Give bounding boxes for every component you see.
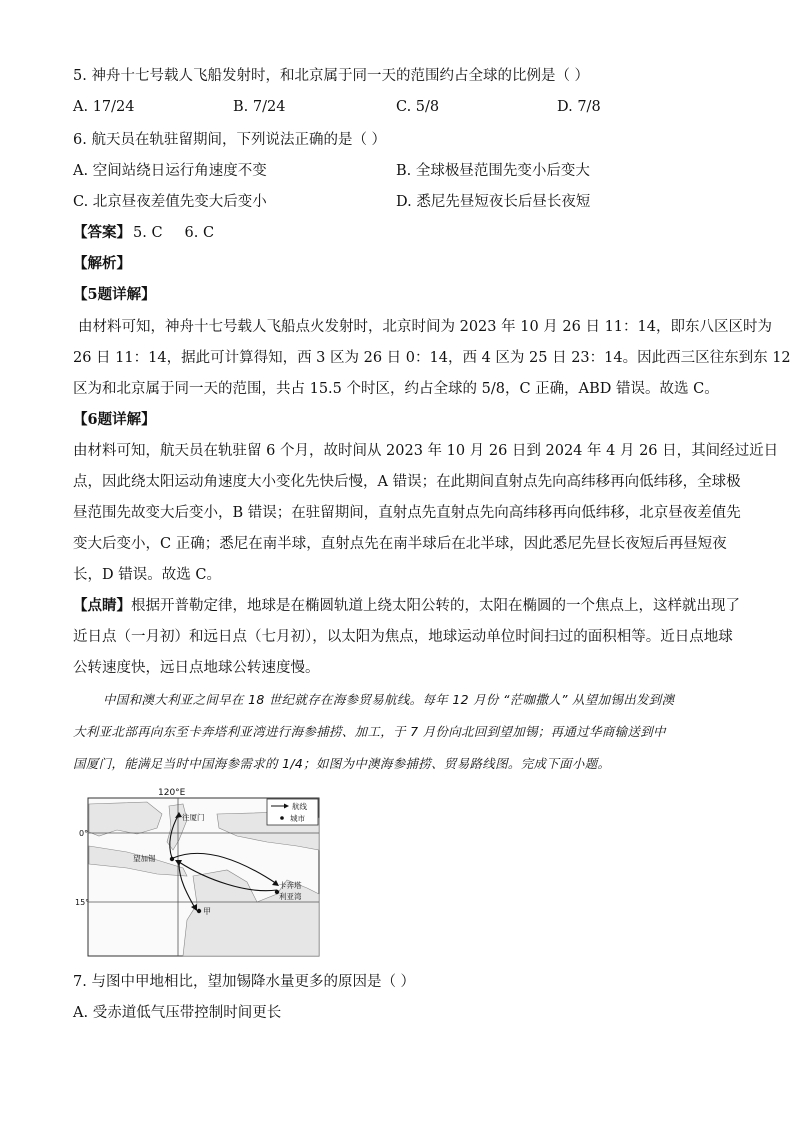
q5-option-d: D. 7/8 xyxy=(557,99,601,115)
detail5-line: 区为和北京属于同一天的范围，共占 15.5 个时区，约占全球的 5/8，C 正确，ABD 错误。故选 C。 xyxy=(73,381,719,397)
q7-option-a: A. 受赤道低气压带控制时间更长 xyxy=(73,1005,282,1021)
legend-city-dot xyxy=(280,816,284,820)
detail6-line: 昼范围先故变大后变小，B 错误；在驻留期间，直射点先直射点先向高纬移再向低纬移，北京昼夜差值先 xyxy=(73,505,741,521)
city-makassar-dot xyxy=(170,857,174,861)
label-carpentaria-1: 卡奔塔 xyxy=(279,881,302,890)
answer-label: 【答案】 xyxy=(73,224,131,241)
answer-q6: 6. C xyxy=(184,225,215,241)
tip-line: 公转速度快，远日点地球公转速度慢。 xyxy=(73,660,320,676)
detail5-line: 由材料可知，神舟十七号载人飞船点火发射时，北京时间为 2023 年 10 月 26 日 11：14，即东八区区时为 xyxy=(78,319,772,335)
q7-stem: 7. 与图中甲地相比，望加锡降水量更多的原因是（ ） xyxy=(73,974,416,990)
legend-city-label: 城市 xyxy=(290,814,305,823)
tip-line: 近日点（一月初）和远日点（七月初），以太阳为焦点，地球运动单位时间扫过的面积相等。近日点地球 xyxy=(73,629,733,645)
q6-option-b: B. 全球极昼范围先变小后变大 xyxy=(396,163,590,179)
answer-q5: 5. C xyxy=(133,225,163,241)
detail5-line: 26 日 11：14，据此可计算得知，西 3 区为 26 日 0：14，西 4 区为 25 日 23：14。因此西三区往东到东 12 xyxy=(73,350,791,366)
tip-label: 【点睛】 xyxy=(73,597,131,614)
q6-option-d: D. 悉尼先昼短夜长后昼长夜短 xyxy=(396,194,591,210)
analysis-label: 【解析】 xyxy=(73,255,131,272)
city-jia-dot xyxy=(197,909,201,913)
q5-option-c: C. 5/8 xyxy=(396,99,440,115)
label-carpentaria-2: 利亚湾 xyxy=(279,892,302,901)
q5-option-a: A. 17/24 xyxy=(73,99,135,115)
q6-option-a: A. 空间站绕日运行角速度不变 xyxy=(73,163,267,179)
label-jia: 甲 xyxy=(203,907,211,916)
detail6-label: 【6题详解】 xyxy=(73,411,156,428)
answer-row xyxy=(73,224,214,242)
q5-option-b: B. 7/24 xyxy=(233,99,286,115)
material-line: 大利亚北部再向东至卡奔塔利亚湾进行海参捕捞、加工，于 7 月份向北回到望加锡；再通过华商输送到中 xyxy=(73,724,666,739)
legend-route-label: 航线 xyxy=(292,802,307,811)
detail5-label: 【5题详解】 xyxy=(73,286,156,303)
trade-route-map xyxy=(75,784,320,957)
tip-line-1 xyxy=(73,597,740,615)
lat15-label: 15° xyxy=(75,898,90,907)
q6-option-c: C. 北京昼夜差值先变大后变小 xyxy=(73,194,267,210)
q5-stem: 5. 神舟十七号载人飞船发射时，和北京属于同一天的范围约占全球的比例是（ ） xyxy=(73,68,590,84)
detail6-line: 由材料可知，航天员在轨驻留 6 个月，故时间从 2023 年 10 月 26 日到 2024 年 4 月 26 日，其间经过近日 xyxy=(73,443,779,459)
detail6-line: 变大后变小，C 正确；悉尼在南半球，直射点先在南半球后在北半球，因此悉尼先昼长夜短后再昼短夜 xyxy=(73,536,727,552)
tip-text: 根据开普勒定律，地球是在椭圆轨道上绕太阳公转的，太阳在椭圆的一个焦点上，这样就出现了 xyxy=(131,598,740,614)
label-to-xiamen: 往厦门 xyxy=(182,813,205,822)
q6-stem: 6. 航天员在轨驻留期间，下列说法正确的是（ ） xyxy=(73,132,387,148)
detail6-line: 长，D 错误。故选 C。 xyxy=(73,567,221,583)
label-makassar: 望加锡 xyxy=(133,854,156,863)
material-line: 中国和澳大利亚之间早在 18 世纪就存在海参贸易航线。每年 12 月份 “茫咖撒人” 从望加锡出发到澳 xyxy=(103,692,675,707)
detail6-line: 点，因此绕太阳运动角速度大小变化先快后慢，A 错误；在此期间直射点先向高纬移再向低纬移，全球极 xyxy=(73,474,741,490)
material-line: 国厦门，能满足当时中国海参需求的 1/4；如图为中澳海参捕捞、贸易路线图。完成下面小题。 xyxy=(73,756,611,771)
lat0-label: 0° xyxy=(79,829,89,838)
lon-label: 120°E xyxy=(158,788,186,798)
